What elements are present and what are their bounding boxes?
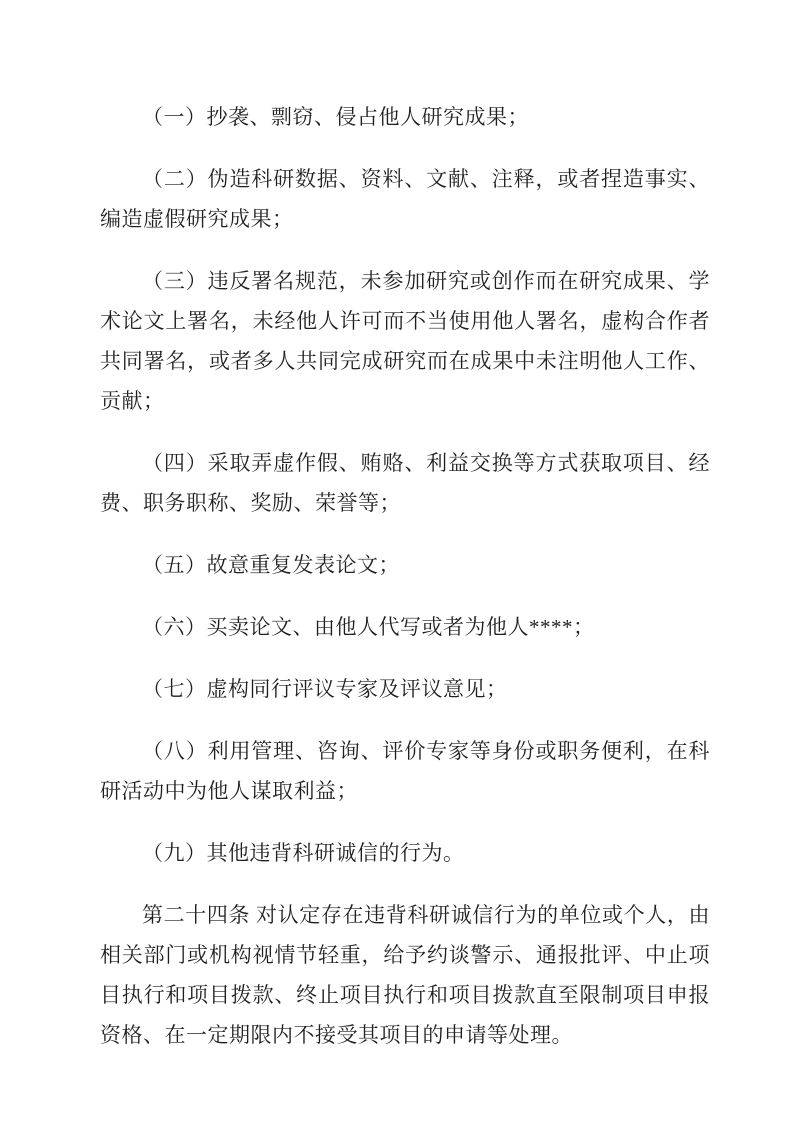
paragraph: （四）采取弄虚作假、贿赂、利益交换等方式获取项目、经费、职务职称、奖励、荣誉等；: [100, 451, 710, 515]
paragraph: 第二十四条 对认定存在违背科研诚信行为的单位或个人，由相关部门或机构视情节轻重，给予约谈警示、通报批评、中止项目执行和项目拨款、终止项目执行和项目拨款直至限制项目申报资格、在一定期限内不接受其项目的申请等处理。: [100, 903, 710, 1047]
paragraph: （二）伪造科研数据、资料、文献、注释，或者捏造事实、编造虚假研究成果；: [100, 167, 710, 231]
paragraph: （九）其他违背科研诚信的行为。: [142, 841, 465, 865]
paragraph: （七）虚构同行评议专家及评议意见；: [142, 677, 508, 701]
paragraph: （三）违反署名规范，未参加研究或创作而在研究成果、学术论文上署名，未经他人许可而不当使用他人署名，虚构合作者共同署名，或者多人共同完成研究而在成果中未注明他人工作、贡献；: [100, 269, 710, 413]
document-body: [100, 97, 710, 1055]
paragraph: （八）利用管理、咨询、评价专家等身份或职务便利，在科研活动中为他人谋取利益；: [100, 739, 710, 803]
paragraph: （六）买卖论文、由他人代写或者为他人****；: [142, 615, 595, 639]
paragraph: （五）故意重复发表论文；: [142, 553, 400, 577]
paragraph: （一）抄袭、剽窃、侵占他人研究成果；: [142, 105, 529, 129]
